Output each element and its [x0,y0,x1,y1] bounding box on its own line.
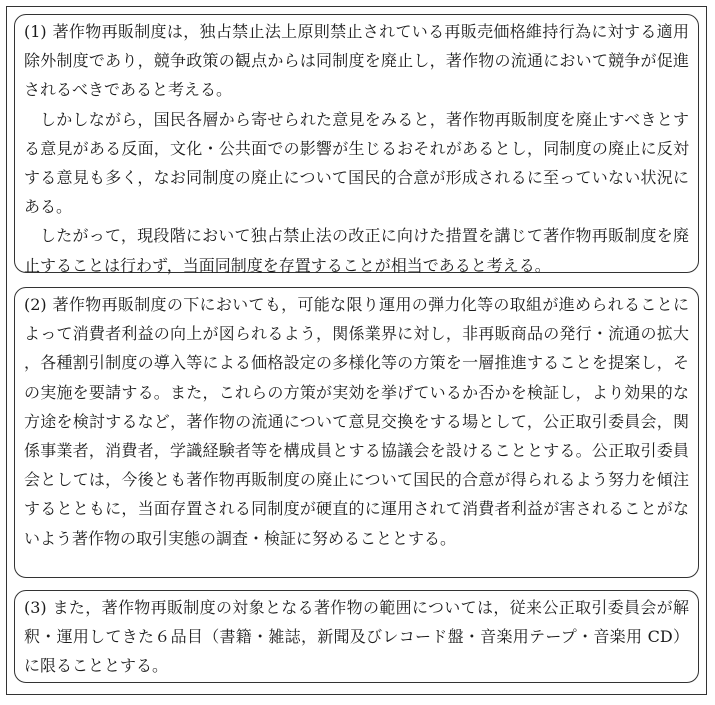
section-1-number: (1) [24,22,47,41]
section-2-number: (2) [24,295,47,314]
section-2-text-1: 著作物再販制度の下においても，可能な限り運用の弾力化等の取組が進められることによって消費者利益の向上が図られるよう，関係業界に対し，非再販商品の発行・流通の拡大，各種割引制度の導入等による価格設定の多様化等の方策を一層推進することを提案し，その実施を要請する。また，これらの方策が実効を挙げているか否かを検証し，より効果的な方途を検討するなど，著作物の流通について意見交換をする場として，公正取引委員会，関係事業者，消費者，学識経験者等を構成員とする協議会を設けることとする。公正取引委員会としては，今後とも著作物再販制度の廃止について国民的合意が得られるよう努力を傾注するとともに，当面存置される同制度が硬直的に運用されて消費者利益が害されることがないよう著作物の取引実態の調査・検証に努めることとする。 [24,295,689,548]
section-3-box [14,590,699,683]
section-3-paragraph-1 [24,593,689,681]
section-1-paragraph-1 [24,17,689,105]
section-1-box [14,14,699,273]
section-1-paragraph-2: しかしながら，国民各層から寄せられた意見をみると，著作物再販制度を廃止すべきとする意見がある反面，文化・公共面での影響が生じるおそれがあるとし，同制度の廃止に反対する意見も多く，なお同制度の廃止について国民的合意が形成されるに至っていない状況にある。 [24,109,689,217]
section-2-box [14,287,699,578]
section-1-text-1: 著作物再販制度は，独占禁止法上原則禁止されている再販売価格維持行為に対する適用除外制度であり，競争政策の観点からは同制度を廃止し，著作物の流通において競争が促進されるべきであると考える。 [24,22,689,100]
section-1-paragraph-3: したがって，現段階において独占禁止法の改正に向けた措置を講じて著作物再販制度を廃止することは行わず，当面同制度を存置することが相当であると考える。 [24,226,689,275]
section-3-text-1: また，著作物再販制度の対象となる著作物の範囲については，従来公正取引委員会が解釈・運用してきた６品目（書籍・雑誌，新聞及びレコード盤・音楽用テープ・音楽用 CD）に限ることとする。 [24,598,689,676]
section-3-number: (3) [24,598,47,617]
section-2-paragraph-1 [24,290,689,553]
